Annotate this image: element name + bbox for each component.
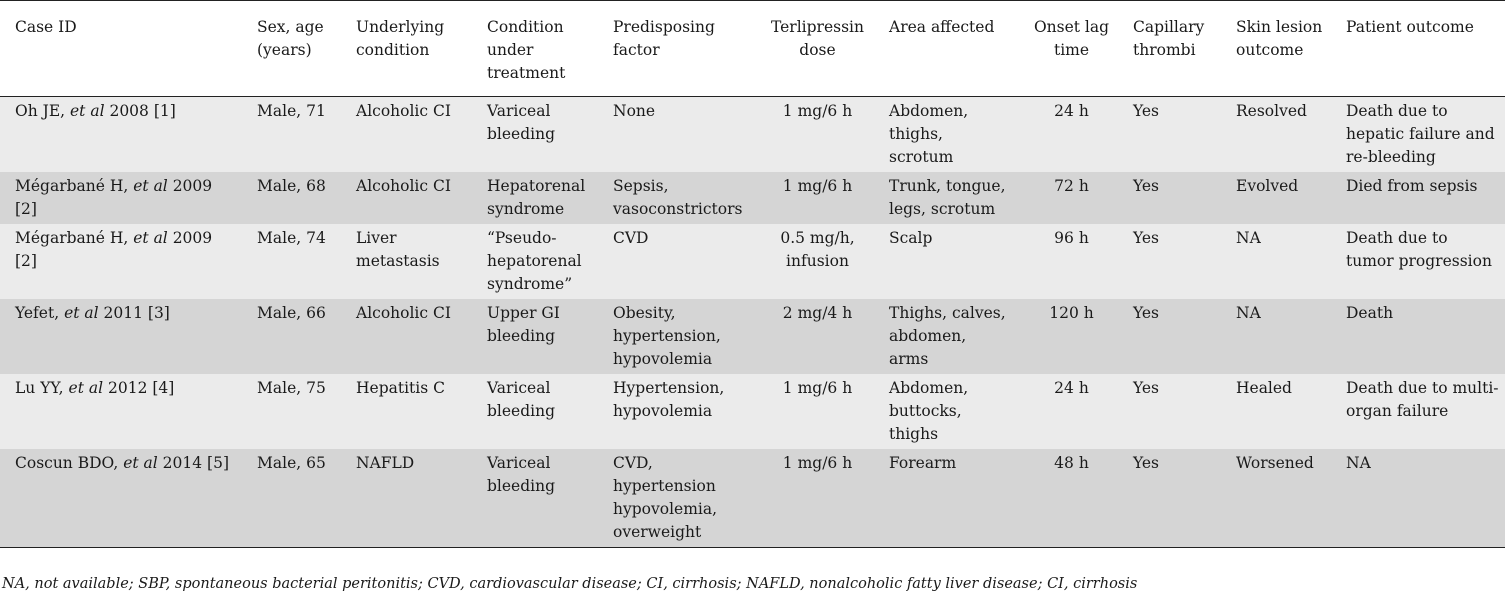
header-case-id: Case ID: [15, 18, 77, 36]
cell-sex-age: Male, 65: [257, 454, 326, 472]
case-id-rest: 2011 [3]: [98, 304, 170, 322]
cell-onset-lag-time: 72 h: [1054, 177, 1089, 195]
cell-predisposing-factor: Sepsis, vasoconstrictors: [613, 177, 743, 218]
cell-predisposing-factor: None: [613, 102, 656, 120]
cell-terlipressin-dose: 1 mg/6 h: [782, 454, 853, 472]
cell-terlipressin-dose: 1 mg/6 h: [782, 102, 853, 120]
cell-case-id: [0, 224, 242, 299]
header-area-affected: Area affected: [889, 18, 995, 36]
cell-skin-lesion-outcome: NA: [1236, 229, 1261, 247]
cell-capillary-thrombi: Yes: [1133, 304, 1160, 322]
table-row: [0, 172, 1505, 224]
case-id-author: Lu YY,: [15, 379, 69, 397]
table-header: [0, 1, 1505, 97]
cell-sex-age: Male, 71: [257, 102, 326, 120]
cell-predisposing-factor: Obesity, hypertension, hypovolemia: [613, 304, 721, 368]
case-id-rest: 2008 [1]: [104, 102, 176, 120]
case-id-author: Mégarbané H,: [15, 177, 134, 195]
cell-capillary-thrombi: Yes: [1133, 454, 1160, 472]
cell-capillary-thrombi: Yes: [1133, 229, 1160, 247]
header-onset-lag-time: Onset lag time: [1033, 18, 1110, 59]
case-id-author: Yefet,: [15, 304, 65, 322]
cell-onset-lag-time: 24 h: [1054, 379, 1089, 397]
cell-case-id: [0, 172, 242, 224]
header-condition-under-treatment: Condition under treatment: [487, 18, 566, 82]
header-capillary-thrombi: Capillary thrombi: [1133, 18, 1205, 59]
header-sex-age: Sex, age (years): [257, 18, 324, 59]
case-id-rest: 2012 [4]: [103, 379, 175, 397]
case-id-etal: et al: [70, 102, 105, 120]
case-id-rest: 2009 [2]: [15, 177, 213, 218]
cell-predisposing-factor: CVD: [613, 229, 649, 247]
cell-onset-lag-time: 96 h: [1054, 229, 1089, 247]
cell-terlipressin-dose: 0.5 mg/h, infusion: [780, 229, 855, 270]
cell-condition-under-treatment: “Pseudo-hepatorenal syndrome”: [487, 229, 582, 293]
table-row: [0, 449, 1505, 548]
cell-area-affected: Trunk, tongue, legs, scrotum: [889, 177, 1006, 218]
cell-terlipressin-dose: 2 mg/4 h: [782, 304, 853, 322]
table-footnote: NA, not available; SBP, spontaneous bacterial peritonitis; CVD, cardiovascular disease; CI, cirrhosis; NAFLD, nonalcoholic fatty liver disease; CI, cirrhosis: [2, 576, 1138, 592]
cell-area-affected: Thighs, calves, abdomen, arms: [889, 304, 1006, 368]
case-id-author: Mégarbané H,: [15, 229, 134, 247]
cell-area-affected: Forearm: [889, 454, 957, 472]
cell-terlipressin-dose: 1 mg/6 h: [782, 379, 853, 397]
header-underlying-condition: Underlying condition: [356, 18, 445, 59]
cell-skin-lesion-outcome: Evolved: [1236, 177, 1299, 195]
table-body: [0, 97, 1505, 548]
cell-patient-outcome: Death due to tumor progression: [1346, 229, 1492, 270]
cell-predisposing-factor: CVD, hypertension hypovolemia, overweight: [613, 454, 718, 541]
cell-patient-outcome: Death: [1346, 304, 1394, 322]
cell-condition-under-treatment: Hepatorenal syndrome: [487, 177, 586, 218]
case-id-etal: et al: [68, 379, 104, 397]
case-id-author: Oh JE,: [15, 102, 70, 120]
case-id-etal: et al: [133, 229, 168, 247]
cell-skin-lesion-outcome: Worsened: [1236, 454, 1314, 472]
cell-underlying-condition: Liver metastasis: [356, 229, 440, 270]
cell-predisposing-factor: Hypertension, hypovolemia: [613, 379, 725, 420]
cell-area-affected: Abdomen, buttocks, thighs: [889, 379, 969, 443]
cell-patient-outcome: Death due to hepatic failure and re-bleeding: [1346, 102, 1495, 166]
cell-sex-age: Male, 66: [257, 304, 326, 322]
cell-condition-under-treatment: Variceal bleeding: [487, 102, 556, 143]
header-skin-lesion-outcome: Skin lesion outcome: [1236, 18, 1323, 59]
cell-underlying-condition: Alcoholic CI: [356, 177, 451, 195]
case-id-rest: 2014 [5]: [157, 454, 229, 472]
cell-underlying-condition: Hepatitis C: [356, 379, 445, 397]
cell-onset-lag-time: 48 h: [1054, 454, 1089, 472]
cell-underlying-condition: NAFLD: [356, 454, 415, 472]
cell-skin-lesion-outcome: NA: [1236, 304, 1261, 322]
cell-condition-under-treatment: Variceal bleeding: [487, 379, 556, 420]
case-id-etal: et al: [133, 177, 168, 195]
cell-case-id: [0, 299, 242, 374]
table-row: [0, 299, 1505, 374]
header-terlipressin-dose: Terlipressin dose: [771, 18, 864, 59]
table-row: [0, 97, 1505, 173]
table-row: [0, 374, 1505, 449]
case-id-etal: et al: [123, 454, 158, 472]
cell-onset-lag-time: 24 h: [1054, 102, 1089, 120]
cell-area-affected: Abdomen, thighs, scrotum: [889, 102, 969, 166]
cell-case-id: [0, 97, 242, 173]
case-id-etal: et al: [64, 304, 99, 322]
cell-condition-under-treatment: Variceal bleeding: [487, 454, 556, 495]
table-row: [0, 224, 1505, 299]
cell-capillary-thrombi: Yes: [1133, 379, 1160, 397]
cell-patient-outcome: Died from sepsis: [1346, 177, 1478, 195]
cell-patient-outcome: Death due to multi-organ failure: [1346, 379, 1499, 420]
cell-sex-age: Male, 74: [257, 229, 326, 247]
cell-skin-lesion-outcome: Healed: [1236, 379, 1292, 397]
cell-capillary-thrombi: Yes: [1133, 102, 1160, 120]
cell-patient-outcome: NA: [1346, 454, 1371, 472]
header-predisposing-factor: Predisposing factor: [613, 18, 715, 59]
case-id-author: Coscun BDO,: [15, 454, 124, 472]
header-patient-outcome: Patient outcome: [1346, 18, 1474, 36]
cell-condition-under-treatment: Upper GI bleeding: [487, 304, 560, 345]
cell-underlying-condition: Alcoholic CI: [356, 102, 451, 120]
cell-sex-age: Male, 68: [257, 177, 326, 195]
cell-capillary-thrombi: Yes: [1133, 177, 1160, 195]
cell-case-id: [0, 374, 242, 449]
case-id-rest: 2009 [2]: [15, 229, 213, 270]
cell-skin-lesion-outcome: Resolved: [1236, 102, 1307, 120]
cell-area-affected: Scalp: [889, 229, 933, 247]
cell-sex-age: Male, 75: [257, 379, 326, 397]
cell-terlipressin-dose: 1 mg/6 h: [782, 177, 853, 195]
cell-underlying-condition: Alcoholic CI: [356, 304, 451, 322]
cell-case-id: [0, 449, 242, 548]
cell-onset-lag-time: 120 h: [1049, 304, 1094, 322]
